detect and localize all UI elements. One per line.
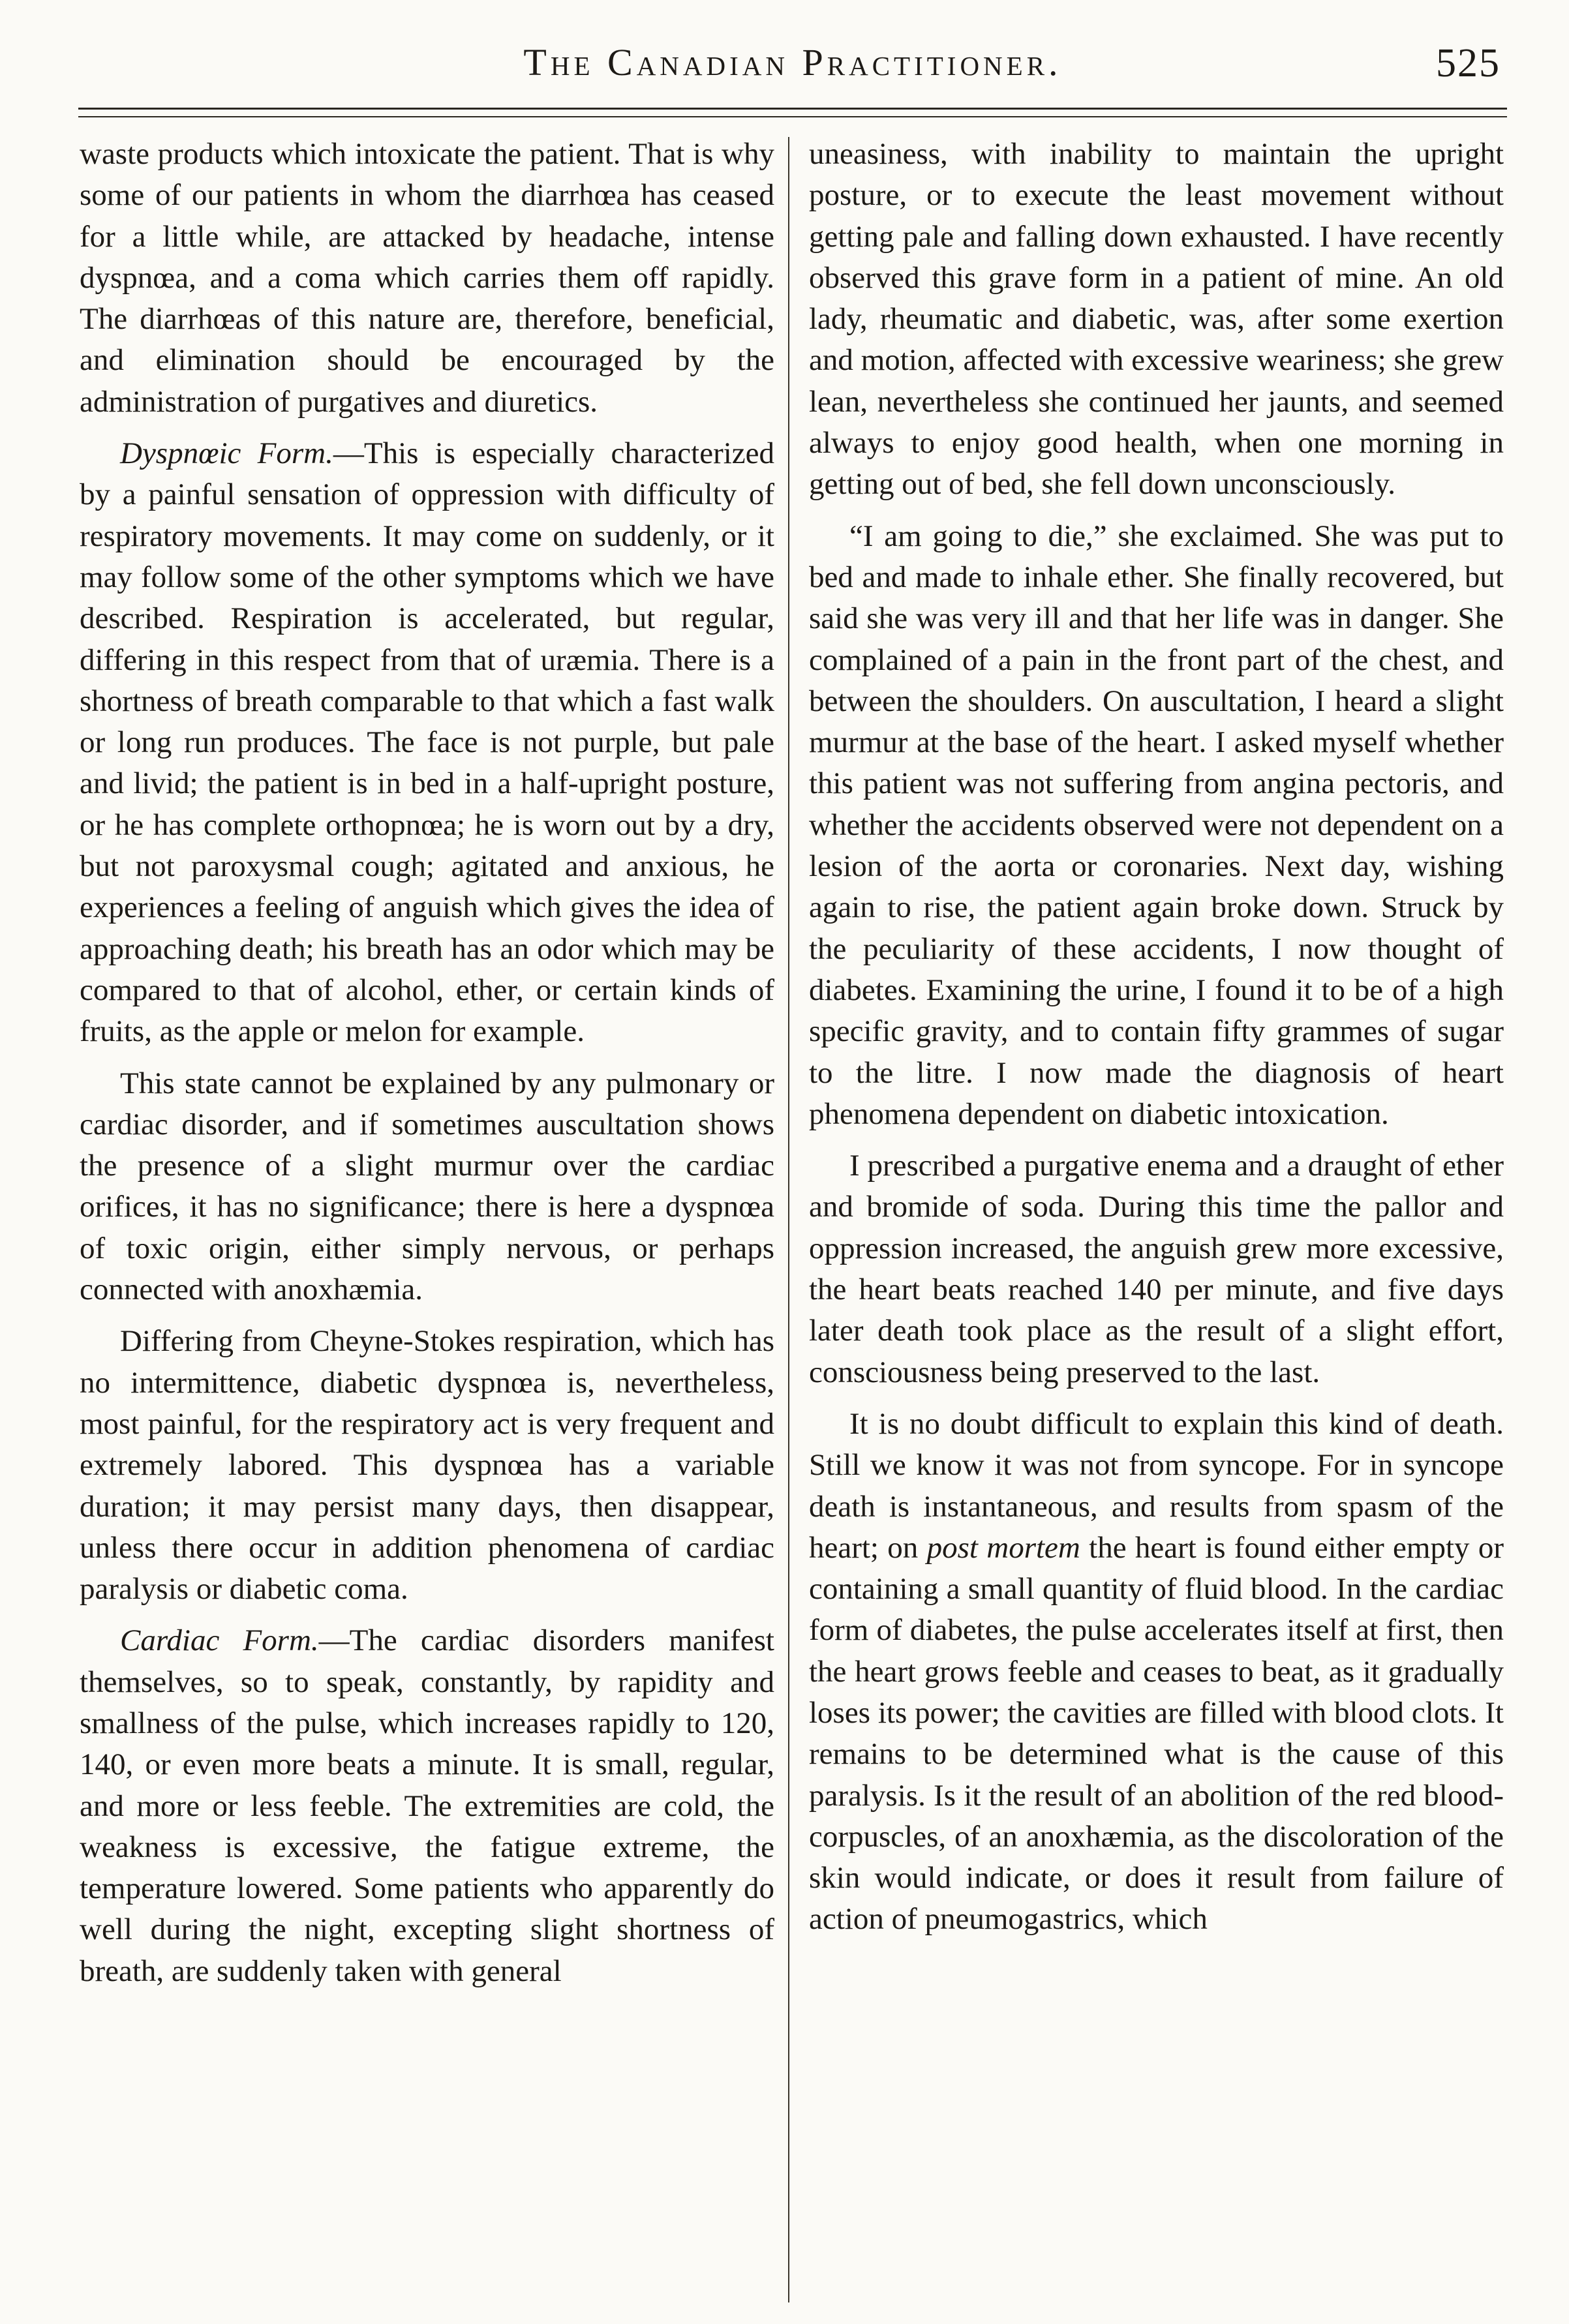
paragraph: waste products which intoxicate the patient. That is why some of our patients in whom the diarrhœa has ceased for a little while, are attacked by headache, intense dyspnœa, and a coma which carries them off rapidly. The diarrhœas of this nature are, therefore, beneficial, and elimination should be encouraged by the administration of purgatives and diuretics. [80, 137, 774, 419]
paragraph-dyspnoeic-form [80, 433, 774, 1052]
header-rule-thin [78, 116, 1507, 117]
paragraph-body: —This is especially characterized by a painful sensation of oppression with difficulty of respiratory movements. It may come on suddenly, or it may follow some of the other symptoms which we have described. Respiration is accelerated, but regular, differing in this respect from that of uræmia. There is a shortness of breath comparable to that which a fast walk or long run produces. The face is not purple, but pale and livid; the patient is in bed in a half-upright posture, or he has complete orthopnœa; he is worn out by a dry, but not paroxysmal cough; agitated and anxious, he experiences a feeling of anguish which gives the idea of approaching death; his breath has an odor which may be compared to that of alcohol, ether, or certain kinds of fruits, as the apple or melon for example. [80, 436, 774, 1049]
paragraph-text: the heart is found either empty or containing a small quantity of fluid blood. In the cardiac form of diabetes, the pulse accelerates itself at first, then the heart grows feeble and ceases to beat, as it gradually loses its power; the cavities are filled with blood clots. It remains to be determined what is the cause of this paralysis. Is it the result of an abolition of the red blood-corpuscles, of an anoxhæmia, as the discoloration of the skin would indicate, or does it result from failure of action of pneumogastrics, which [809, 1530, 1504, 1937]
paragraph: uneasiness, with inability to maintain the upright posture, or to execute the least movement without getting pale and falling down exhausted. I have recently observed this grave form in a patient of mine. An old lady, rheumatic and diabetic, was, after some exertion and motion, affected with excessive weariness; she grew lean, nevertheless she continued her jaunts, and seemed always to enjoy good health, when one morning in getting out of bed, she fell down unconsciously. [809, 137, 1504, 502]
italic-term: post mortem [926, 1530, 1080, 1565]
paragraph: “I am going to die,” she exclaimed. She was put to bed and made to inhale ether. She finally recovered, but said she was very ill and that her life was in danger. She complained of a pain in the front part of the chest, and between the shoulders. On auscultation, I heard a slight murmur at the base of the heart. I asked myself whether this patient was not suffering from angina pectoris, and whether the accidents observed were not dependent on a lesion of the aorta or coronaries. Next day, wishing again to rise, the patient again broke down. Struck by the peculiarity of these accidents, I now thought of diabetes. Examining the urine, I found it to be of a high specific gravity, and to contain fifty grammes of sugar to the litre. I now made the diagnosis of heart phenomena dependent on diabetic intoxication. [809, 519, 1504, 1131]
left-column [80, 134, 774, 2306]
paragraph-text: It is no doubt difficult to explain this kind of death. Still we know it was not from syncope. For in syncope death is instantaneous, and results from spasm of the heart; on [809, 1406, 1504, 1565]
paragraph [809, 1404, 1504, 1940]
running-title: The Canadian Practitioner. [523, 41, 1062, 83]
paragraph: This state cannot be explained by any pulmonary or cardiac disorder, and if sometimes auscultation shows the presence of a slight murmur over the cardiac orifices, it has no significance; there is here a dyspnœa of toxic origin, either simply nervous, or perhaps connected with anoxhæmia. [80, 1066, 774, 1307]
column-divider [788, 137, 789, 2302]
page-header [78, 40, 1507, 112]
paragraph-body: —The cardiac disorders manifest themselves, so to speak, constantly, by rapidity and smallness of the pulse, which increases rapidly to 120, 140, or even more beats a minute. It is small, regular, and more or less feeble. The extremities are cold, the weakness is excessive, the fatigue extreme, the temperature lowered. Some patients who apparently do well during the night, excepting slight shortness of breath, are suddenly taken with general [80, 1623, 774, 1988]
section-heading-dyspnoeic: Dyspnœic Form. [120, 436, 333, 471]
section-heading-cardiac: Cardiac Form. [120, 1623, 319, 1658]
paragraph-cardiac-form [80, 1620, 774, 1992]
right-column [809, 134, 1504, 2306]
page-number: 525 [1436, 41, 1500, 85]
header-rule [78, 108, 1507, 110]
paragraph: I prescribed a purgative enema and a draught of ether and bromide of soda. During this time the pallor and oppression increased, the anguish grew more excessive, the heart beats reached 140 per minute, and five days later death took place as the result of a slight effort, consciousness being preserved to the last. [809, 1149, 1504, 1389]
paragraph: Differing from Cheyne-Stokes respiration, which has no intermittence, diabetic dyspnœa is, nevertheless, most painful, for the respiratory act is very frequent and extremely labored. This dyspnœa has a variable duration; it may persist many days, then disappear, unless there occur in addition phenomena of cardiac paralysis or diabetic coma. [80, 1324, 774, 1607]
